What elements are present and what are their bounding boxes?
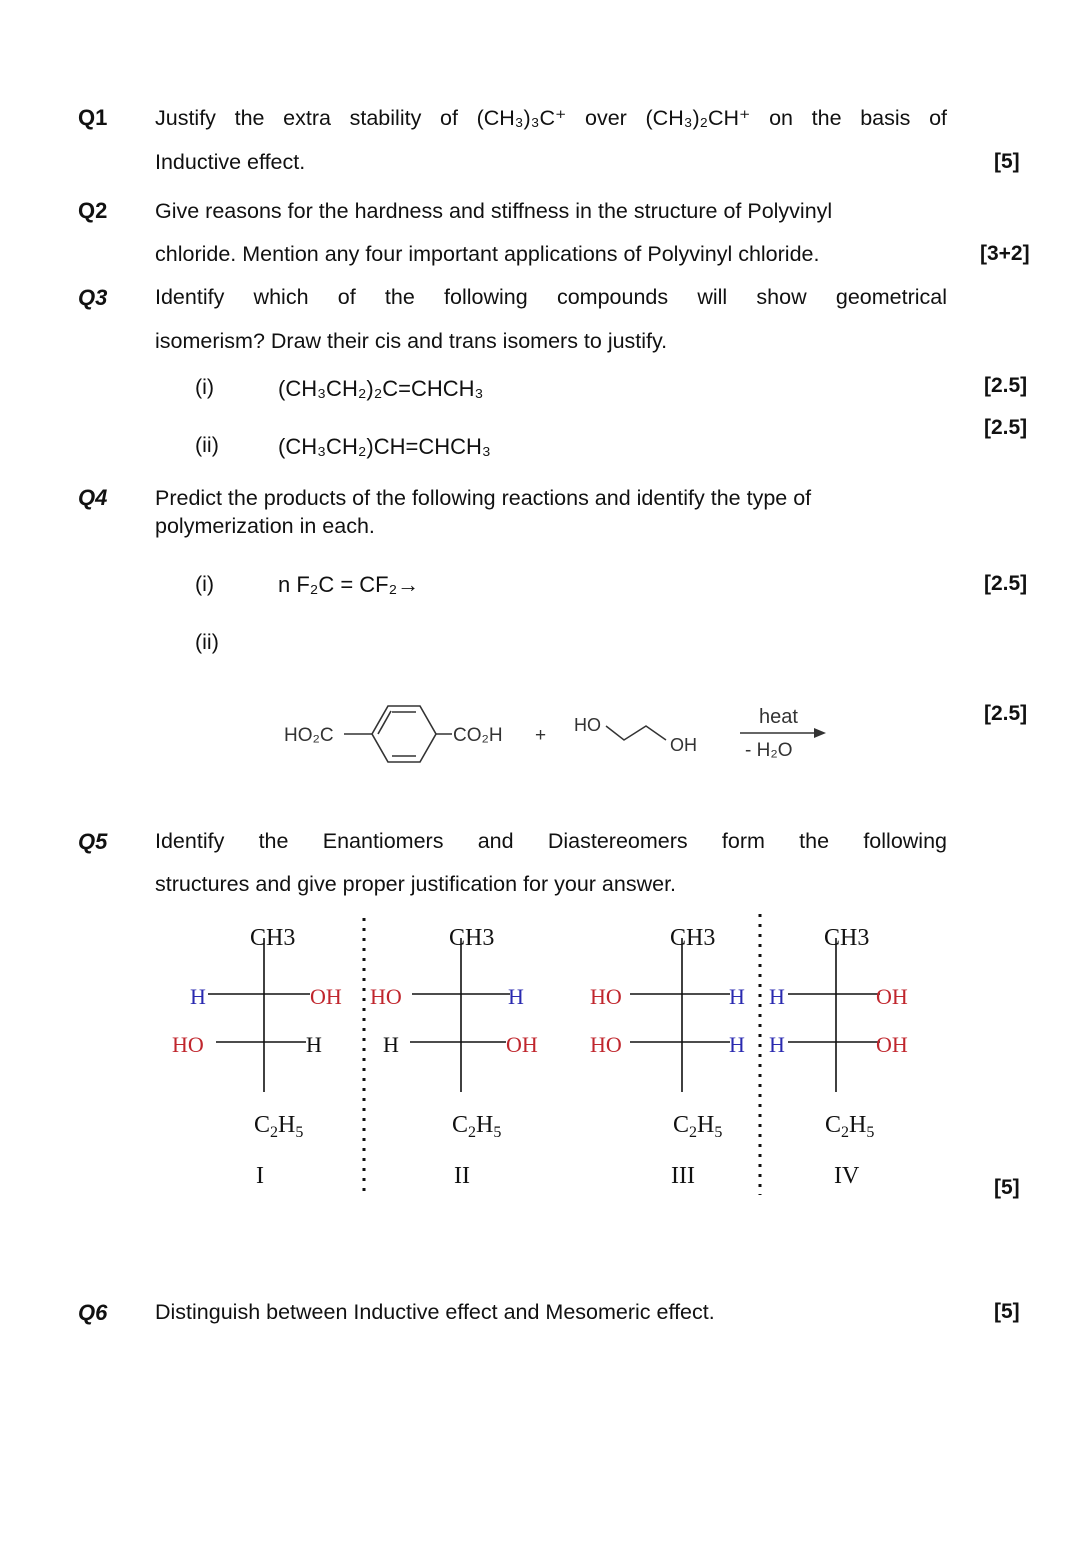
fischer-structure-iii — [590, 925, 745, 1189]
q3-part2-formula: (CH₃CH₂)CH=CHCH₃ — [278, 434, 491, 459]
q4-part1-marks: [2.5] — [984, 572, 1028, 595]
fischer-structure-i — [172, 925, 342, 1189]
substituent-r1-right: OH — [310, 984, 342, 1009]
q1-line1: Justify the extra stability of (CH₃)₃C⁺ over (CH₃)₂CH⁺ on the basis of — [155, 106, 947, 130]
q4-part1-num: (i) — [195, 572, 215, 596]
q3-part2-marks: [2.5] — [984, 416, 1028, 439]
top-group: CH3 — [250, 925, 296, 951]
structure-numeral: II — [454, 1163, 470, 1189]
top-group: CH3 — [449, 925, 495, 951]
q3-part2-num: (ii) — [195, 433, 219, 457]
top-group: CH3 — [670, 925, 716, 951]
bottom-group: $C_2H_5$ — [452, 1112, 502, 1141]
structure-numeral: IV — [834, 1163, 860, 1189]
benzene-ring — [372, 706, 436, 762]
structure-numeral: I — [256, 1163, 264, 1189]
substituent-r1-right: H — [729, 984, 745, 1009]
substituent-r2-right: H — [306, 1032, 322, 1057]
q3-part1-marks: [2.5] — [984, 374, 1028, 397]
fischer-structure-iv — [769, 925, 908, 1189]
top-group: CH3 — [824, 925, 870, 951]
q1-marks: [5] — [994, 150, 1020, 173]
substituent-r2-right: OH — [876, 1032, 908, 1057]
bottom-group: $C_2H_5$ — [673, 1112, 723, 1141]
q6-line1: Distinguish between Inductive effect and Mesomeric effect. — [155, 1300, 715, 1324]
q1-label: Q1 — [78, 105, 108, 130]
q1-line2: Inductive effect. — [155, 150, 306, 174]
q6-label: Q6 — [78, 1300, 108, 1325]
q3-line2: isomerism? Draw their cis and trans isomers to justify. — [155, 329, 668, 353]
condition-water: - H₂O — [745, 740, 793, 761]
structure-numeral: III — [671, 1163, 695, 1189]
substituent-r1-right: OH — [876, 984, 908, 1009]
glycol-oh: OH — [670, 735, 697, 755]
substituent-r2-left: H — [769, 1032, 785, 1057]
q2-label: Q2 — [78, 198, 108, 223]
reaction-arrow-head — [814, 728, 826, 738]
q2-line2: chloride. Mention any four important applications of Polyvinyl chloride. — [155, 242, 820, 266]
polyester-reaction-scheme — [0, 680, 1080, 790]
q2-line1: Give reasons for the hardness and stiffness in the structure of Polyvinyl — [155, 199, 833, 223]
q3-part1-formula: (CH₃CH₂)₂C=CHCH₃ — [278, 376, 484, 401]
substituent-r1-left: H — [190, 984, 206, 1009]
condition-heat: heat — [759, 706, 798, 728]
q5-label: Q5 — [78, 829, 108, 854]
substituent-r2-right: OH — [506, 1032, 538, 1057]
substituent-r1-left: HO — [590, 984, 622, 1009]
q2-marks: [3+2] — [980, 242, 1030, 265]
q5-marks: [5] — [994, 1176, 1020, 1199]
q4-part2-marks: [2.5] — [984, 702, 1028, 725]
q5-line1: Identify the Enantiomers and Diastereomers form the following — [155, 829, 947, 853]
q4-part2-num: (ii) — [195, 630, 219, 654]
glycol-ho: HO — [574, 715, 601, 735]
substituent-r2-right: H — [729, 1032, 745, 1057]
q3-part1-num: (i) — [195, 375, 215, 399]
q3-line1: Identify which of the following compounds will show geometrical — [155, 285, 947, 309]
terephthalic-right-group: CO₂H — [453, 725, 503, 746]
glycol-chain — [606, 726, 666, 740]
substituent-r2-left: HO — [590, 1032, 622, 1057]
q4-line2: polymerization in each. — [155, 514, 375, 538]
q4-part1-formula: n F₂C = CF₂→ — [278, 572, 420, 597]
terephthalic-left-group: HO₂C — [284, 725, 334, 746]
substituent-r1-left: H — [769, 984, 785, 1009]
q6-marks: [5] — [994, 1300, 1020, 1323]
q5-line2: structures and give proper justification for your answer. — [155, 872, 677, 896]
fischer-structure-ii — [370, 925, 538, 1189]
bottom-group: $C_2H_5$ — [825, 1112, 875, 1141]
bottom-group: $C_2H_5$ — [254, 1112, 304, 1141]
fischer-projections — [0, 900, 1080, 1200]
q4-label: Q4 — [78, 485, 108, 510]
q4-line1: Predict the products of the following reactions and identify the type of — [155, 486, 812, 510]
substituent-r2-left: HO — [172, 1032, 204, 1057]
substituent-r2-left: H — [383, 1032, 399, 1057]
substituent-r1-left: HO — [370, 984, 402, 1009]
substituent-r1-right: H — [508, 984, 524, 1009]
plus-sign: + — [535, 725, 547, 746]
q3-label: Q3 — [78, 285, 108, 310]
